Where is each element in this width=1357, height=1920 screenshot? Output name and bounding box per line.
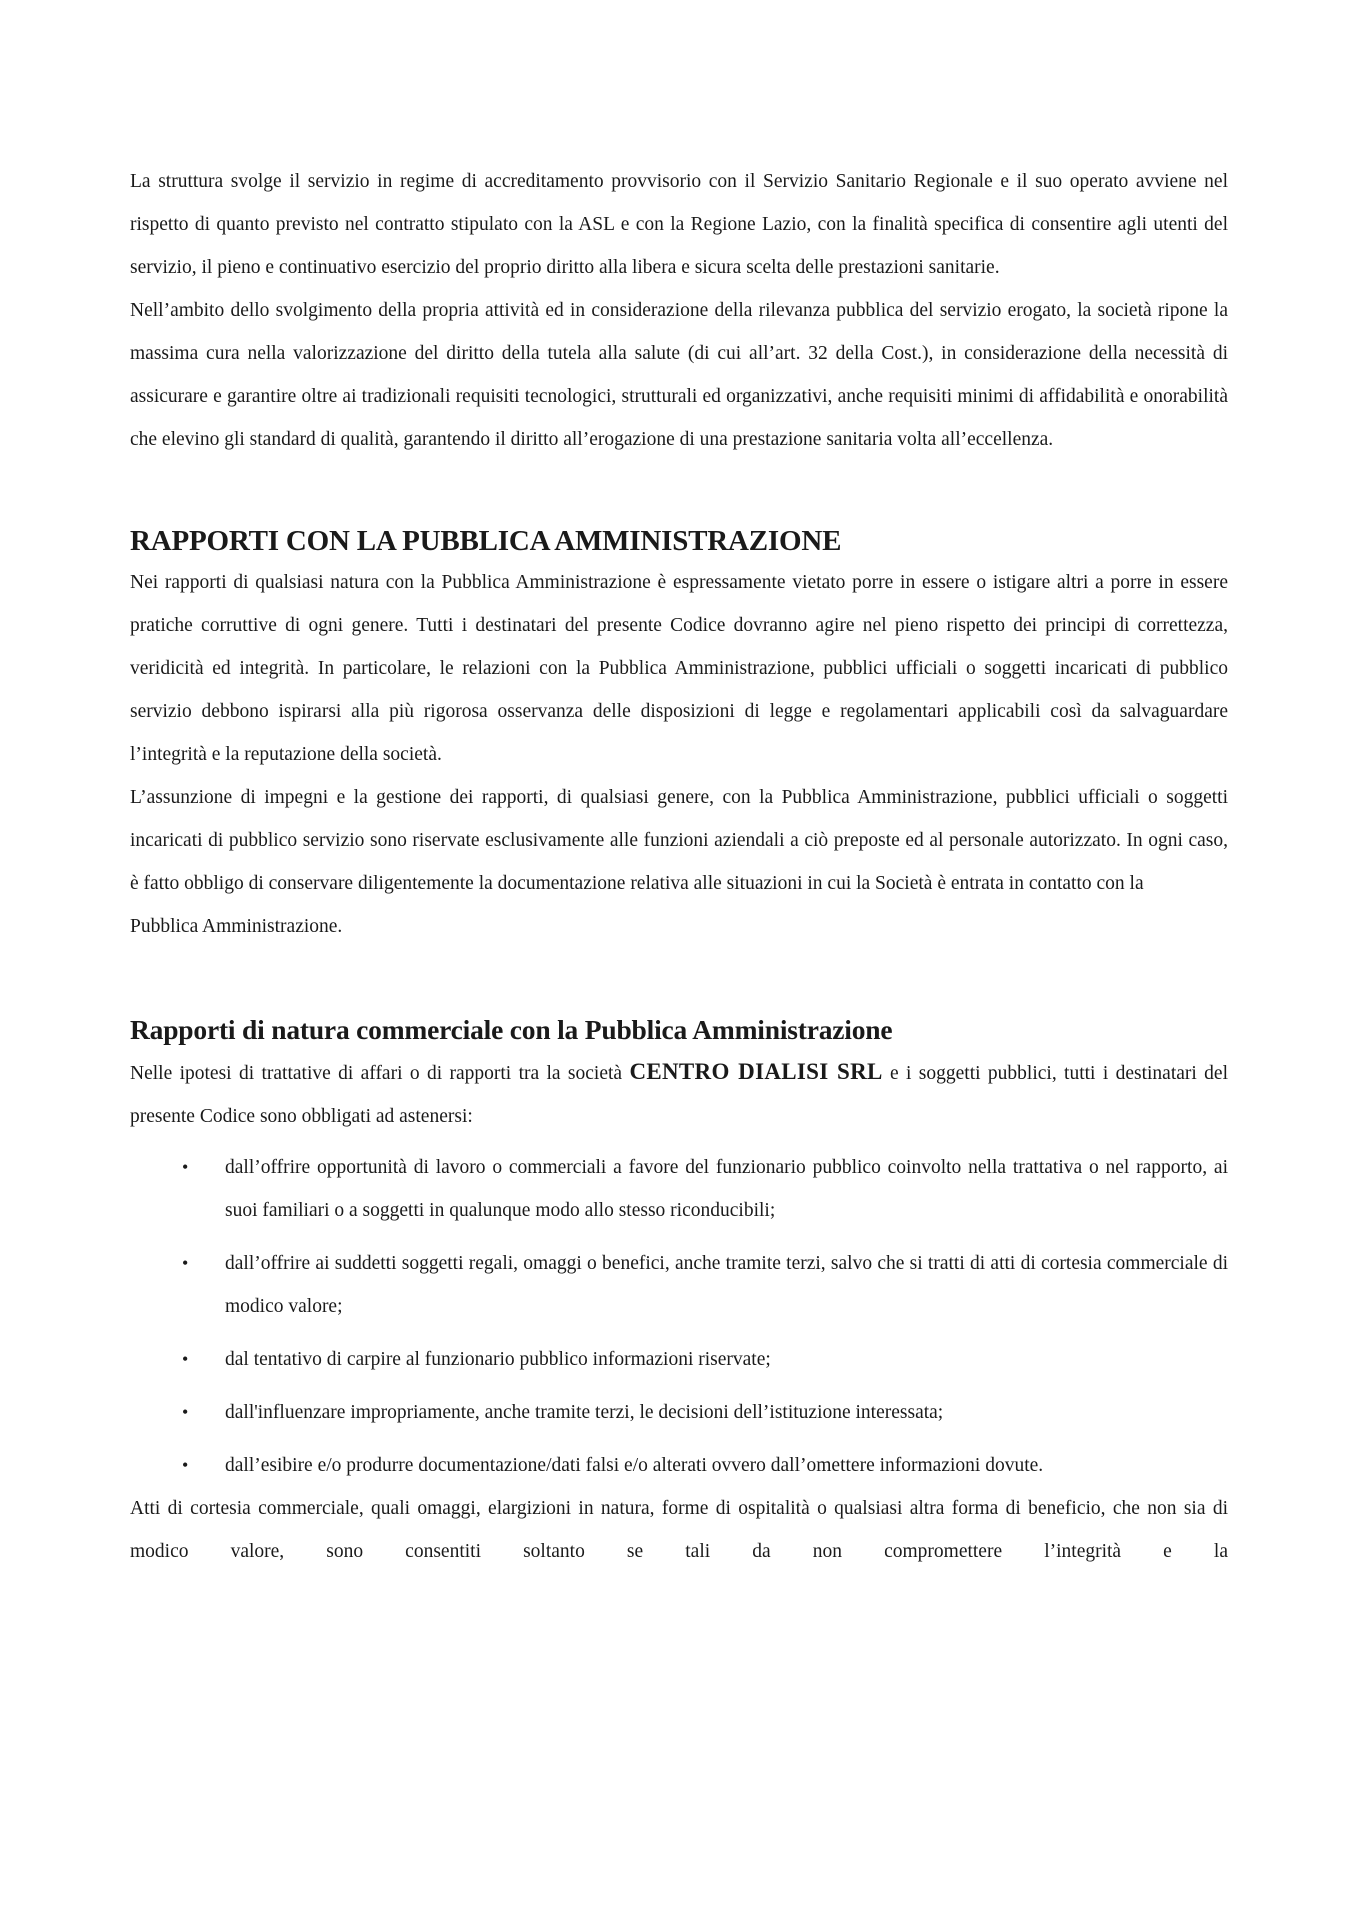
paragraph-rapporti-pa: Nei rapporti di qualsiasi natura con la Pubblica Amministrazione è espressamente vietato porre in essere o istigare altri a porre in essere pratiche corruttive di ogni genere. Tutti i destinatari del presente Codice dovranno agire nel pieno rispetto dei principi di correttezza, veridicità ed integrità. In particolare, le relazioni con la Pubblica Amministrazione, pubblici ufficiali o soggetti incaricati di pubblico servizio debbono ispirarsi alla più rigorosa osservanza delle disposizioni di legge e regolamentari applicabili così da salvaguardare l’integrità e la reputazione della società. xyxy=(130,572,1228,765)
list-item-text: dall’offrire ai suddetti soggetti regali, omaggi o benefici, anche tramite terzi, salvo che si tratti di atti di cortesia commerciale di modico valore; xyxy=(225,1253,1228,1317)
list-item-text: dal tentativo di carpire al funzionario pubblico informazioni riservate; xyxy=(225,1349,771,1370)
section-spacer xyxy=(130,461,1228,521)
list-item xyxy=(130,1338,1228,1381)
bullet-icon: • xyxy=(182,1253,189,1273)
list-item-text: dall'influenzare impropriamente, anche tramite terzi, le decisioni dell’istituzione interessata; xyxy=(225,1402,944,1423)
list-item xyxy=(130,1146,1228,1232)
list-item xyxy=(130,1391,1228,1434)
bullet-icon: • xyxy=(182,1349,189,1369)
bullet-icon: • xyxy=(182,1402,189,1422)
section-spacer xyxy=(130,948,1228,1010)
subsection-heading-rapporti-commerciali: Rapporti di natura commerciale con la Pubblica Amministrazione xyxy=(130,1014,893,1045)
company-name: CENTRO DIALISI SRL xyxy=(629,1059,883,1084)
prohibitions-list xyxy=(130,1146,1228,1487)
list-item-text: dall’esibire e/o produrre documentazione/dati falsi e/o alterati ovvero dall’omettere informazioni dovute. xyxy=(225,1455,1044,1476)
intro-text-before: Nelle ipotesi di trattative di affari o di rapporti tra la società xyxy=(130,1063,630,1084)
bullet-icon: • xyxy=(182,1157,189,1177)
paragraph-trattative xyxy=(130,1050,1228,1138)
list-item-text: dall’offrire opportunità di lavoro o commerciali a favore del funzionario pubblico coinvolto nella trattativa o nel rapporto, ai suoi familiari o a soggetti in qualunque modo allo stesso riconducibili; xyxy=(225,1157,1228,1221)
bullet-icon: • xyxy=(182,1455,189,1475)
intro-text-after: e i soggetti pubblici, tutti i destinatari del presente Codice sono obbligati ad astenersi: xyxy=(130,1063,1229,1127)
paragraph-assunzione-impegni-end: Pubblica Amministrazione. xyxy=(130,916,343,937)
paragraph-atti-cortesia: Atti di cortesia commerciale, quali omaggi, elargizioni in natura, forme di ospitalità o qualsiasi altra forma di beneficio, che non sia di modico valore, sono consentiti soltanto se tali da non compromettere l’integrità e la xyxy=(130,1498,1228,1562)
paragraph-assunzione-impegni: L’assunzione di impegni e la gestione dei rapporti, di qualsiasi genere, con la Pubblica Amministrazione, pubblici ufficiali o soggetti incaricati di pubblico servizio sono riservate esclusivamente alle funzioni aziendali a ciò preposte ed al personale autorizzato. In ogni caso, è fatto obbligo di conservare diligentemente la documentazione relativa alle situazioni in cui la Società è entrata in contatto con la xyxy=(130,787,1228,894)
list-item xyxy=(130,1444,1228,1487)
intro-paragraph-ambito: Nell’ambito dello svolgimento della propria attività ed in considerazione della rilevanza pubblica del servizio erogato, la società ripone la massima cura nella valorizzazione del diritto della tutela alla salute (di cui all’art. 32 della Cost.), in considerazione della necessità di assicurare e garantire oltre ai tradizionali requisiti tecnologici, strutturali ed organizzativi, anche requisiti minimi di affidabilità e onorabilità che elevino gli standard di qualità, garantendo il diritto all’erogazione di una prestazione sanitaria volta all’eccellenza. xyxy=(130,300,1228,450)
intro-paragraph-accreditamento: La struttura svolge il servizio in regime di accreditamento provvisorio con il Servizio Sanitario Regionale e il suo operato avviene nel rispetto di quanto previsto nel contratto stipulato con la ASL e con la Regione Lazio, con la finalità specifica di consentire agli utenti del servizio, il pieno e continuativo esercizio del proprio diritto alla libera e sicura scelta delle prestazioni sanitarie. xyxy=(130,171,1228,278)
document-page xyxy=(130,160,1228,1573)
section-heading-rapporti-pa: RAPPORTI CON LA PUBBLICA AMMINISTRAZIONE xyxy=(130,525,842,557)
list-item xyxy=(130,1242,1228,1328)
